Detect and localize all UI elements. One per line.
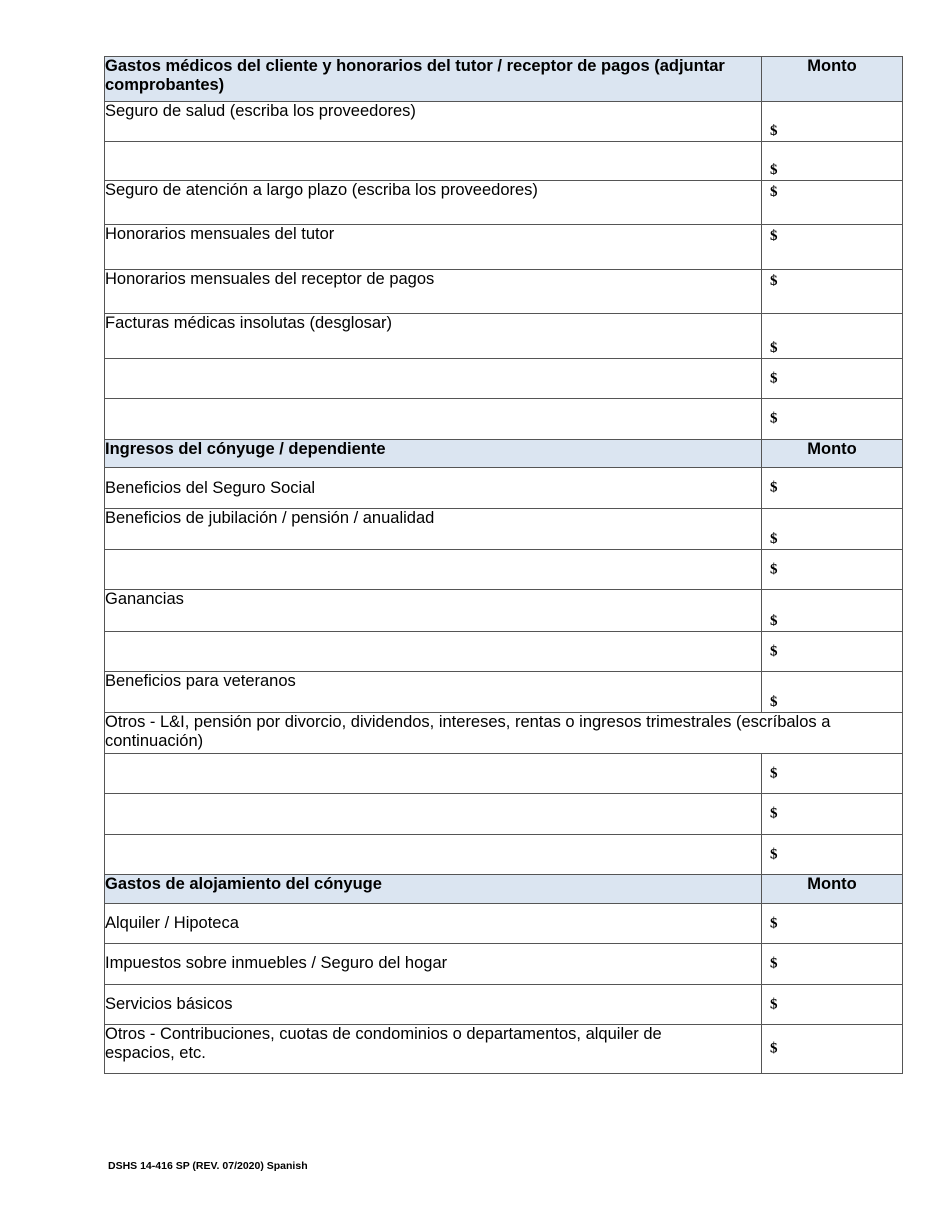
- row-label: Ganancias: [105, 590, 762, 632]
- housing-header-title: Gastos de alojamiento del cónyuge: [105, 875, 762, 904]
- table-row: [105, 399, 903, 440]
- dollar-sign: $: [770, 123, 778, 139]
- table-row: [105, 102, 903, 142]
- table-row: [105, 468, 903, 509]
- dollar-sign: $: [770, 613, 778, 629]
- table-row: [105, 835, 903, 875]
- table-row: [105, 590, 903, 632]
- amount-field[interactable]: [762, 142, 903, 181]
- amount-field[interactable]: [762, 399, 903, 440]
- dollar-sign: $: [770, 643, 778, 659]
- row-label: Beneficios de jubilación / pensión / anualidad: [105, 509, 762, 550]
- dollar-sign: $: [770, 1040, 778, 1057]
- table-row: [105, 713, 903, 754]
- medical-amount-header: Monto: [762, 57, 903, 102]
- table-row: [105, 142, 903, 181]
- row-label: Seguro de atención a largo plazo (escriba los proveedores): [105, 181, 762, 225]
- table-row: [105, 754, 903, 794]
- amount-field[interactable]: [762, 754, 903, 794]
- dollar-sign: $: [770, 162, 778, 178]
- amount-field[interactable]: [762, 359, 903, 399]
- dollar-sign: $: [770, 228, 778, 244]
- dollar-sign: $: [770, 694, 778, 710]
- row-label[interactable]: [105, 142, 762, 181]
- row-label[interactable]: [105, 754, 762, 794]
- medical-header-title: Gastos médicos del cliente y honorarios del tutor / receptor de pagos (adjuntar comprobantes): [105, 57, 762, 102]
- amount-field[interactable]: [762, 102, 903, 142]
- row-label: Facturas médicas insolutas (desglosar): [105, 314, 762, 359]
- dollar-sign: $: [770, 846, 778, 862]
- income-other-note: Otros - L&I, pensión por divorcio, dividendos, intereses, rentas o ingresos trimestrales (escríbalos a continuación): [105, 713, 903, 754]
- income-section-header: [105, 440, 903, 468]
- table-row: [105, 985, 903, 1025]
- table-row: [105, 314, 903, 359]
- dollar-sign: $: [770, 340, 778, 356]
- table-row: [105, 794, 903, 835]
- row-label[interactable]: [105, 794, 762, 835]
- dollar-sign: $: [770, 996, 778, 1012]
- amount-field[interactable]: [762, 672, 903, 713]
- row-label: Alquiler / Hipoteca: [105, 904, 762, 944]
- dollar-sign: $: [770, 561, 778, 577]
- housing-section-header: [105, 875, 903, 904]
- amount-field[interactable]: [762, 270, 903, 314]
- dollar-sign: $: [770, 410, 778, 427]
- table-row: [105, 904, 903, 944]
- dollar-sign: $: [770, 370, 778, 386]
- amount-field[interactable]: [762, 181, 903, 225]
- table-row: [105, 632, 903, 672]
- row-label[interactable]: [105, 550, 762, 590]
- row-label: Servicios básicos: [105, 985, 762, 1025]
- amount-field[interactable]: [762, 632, 903, 672]
- dollar-sign: $: [770, 184, 778, 200]
- table-row: [105, 270, 903, 314]
- row-label: Otros - Contribuciones, cuotas de condominios o departamentos, alquiler de espacios, etc.: [105, 1025, 762, 1074]
- amount-field[interactable]: [762, 904, 903, 944]
- dollar-sign: $: [770, 805, 778, 822]
- row-label: Honorarios mensuales del tutor: [105, 225, 762, 270]
- row-label[interactable]: [105, 835, 762, 875]
- dollar-sign: $: [770, 531, 778, 547]
- row-label: Honorarios mensuales del receptor de pagos: [105, 270, 762, 314]
- medical-section-header: [105, 57, 903, 102]
- dollar-sign: $: [770, 273, 778, 289]
- amount-field[interactable]: [762, 550, 903, 590]
- income-header-title: Ingresos del cónyuge / dependiente: [105, 440, 762, 468]
- table-row: [105, 359, 903, 399]
- row-label[interactable]: [105, 359, 762, 399]
- dollar-sign: $: [770, 479, 778, 496]
- table-row: [105, 225, 903, 270]
- row-label[interactable]: [105, 399, 762, 440]
- row-label: Seguro de salud (escriba los proveedores): [105, 102, 762, 142]
- row-label: Beneficios para veteranos: [105, 672, 762, 713]
- amount-field[interactable]: [762, 509, 903, 550]
- housing-amount-header: Monto: [762, 875, 903, 904]
- row-label: Impuestos sobre inmuebles / Seguro del hogar: [105, 944, 762, 985]
- amount-field[interactable]: [762, 794, 903, 835]
- table-row: [105, 509, 903, 550]
- amount-field[interactable]: [762, 225, 903, 270]
- row-label[interactable]: [105, 632, 762, 672]
- form-table: [104, 56, 903, 1074]
- table-row: [105, 944, 903, 985]
- table-row: [105, 672, 903, 713]
- amount-field[interactable]: [762, 1025, 903, 1074]
- amount-field[interactable]: [762, 944, 903, 985]
- dollar-sign: $: [770, 955, 778, 972]
- amount-field[interactable]: [762, 314, 903, 359]
- table-row: [105, 181, 903, 225]
- income-amount-header: Monto: [762, 440, 903, 468]
- amount-field[interactable]: [762, 985, 903, 1025]
- dollar-sign: $: [770, 915, 778, 931]
- table-row: [105, 550, 903, 590]
- amount-field[interactable]: [762, 590, 903, 632]
- table-row: [105, 1025, 903, 1074]
- amount-field[interactable]: [762, 468, 903, 509]
- row-label: Beneficios del Seguro Social: [105, 468, 762, 509]
- amount-field[interactable]: [762, 835, 903, 875]
- form-id-footer: DSHS 14-416 SP (REV. 07/2020) Spanish: [108, 1160, 308, 1172]
- dollar-sign: $: [770, 765, 778, 781]
